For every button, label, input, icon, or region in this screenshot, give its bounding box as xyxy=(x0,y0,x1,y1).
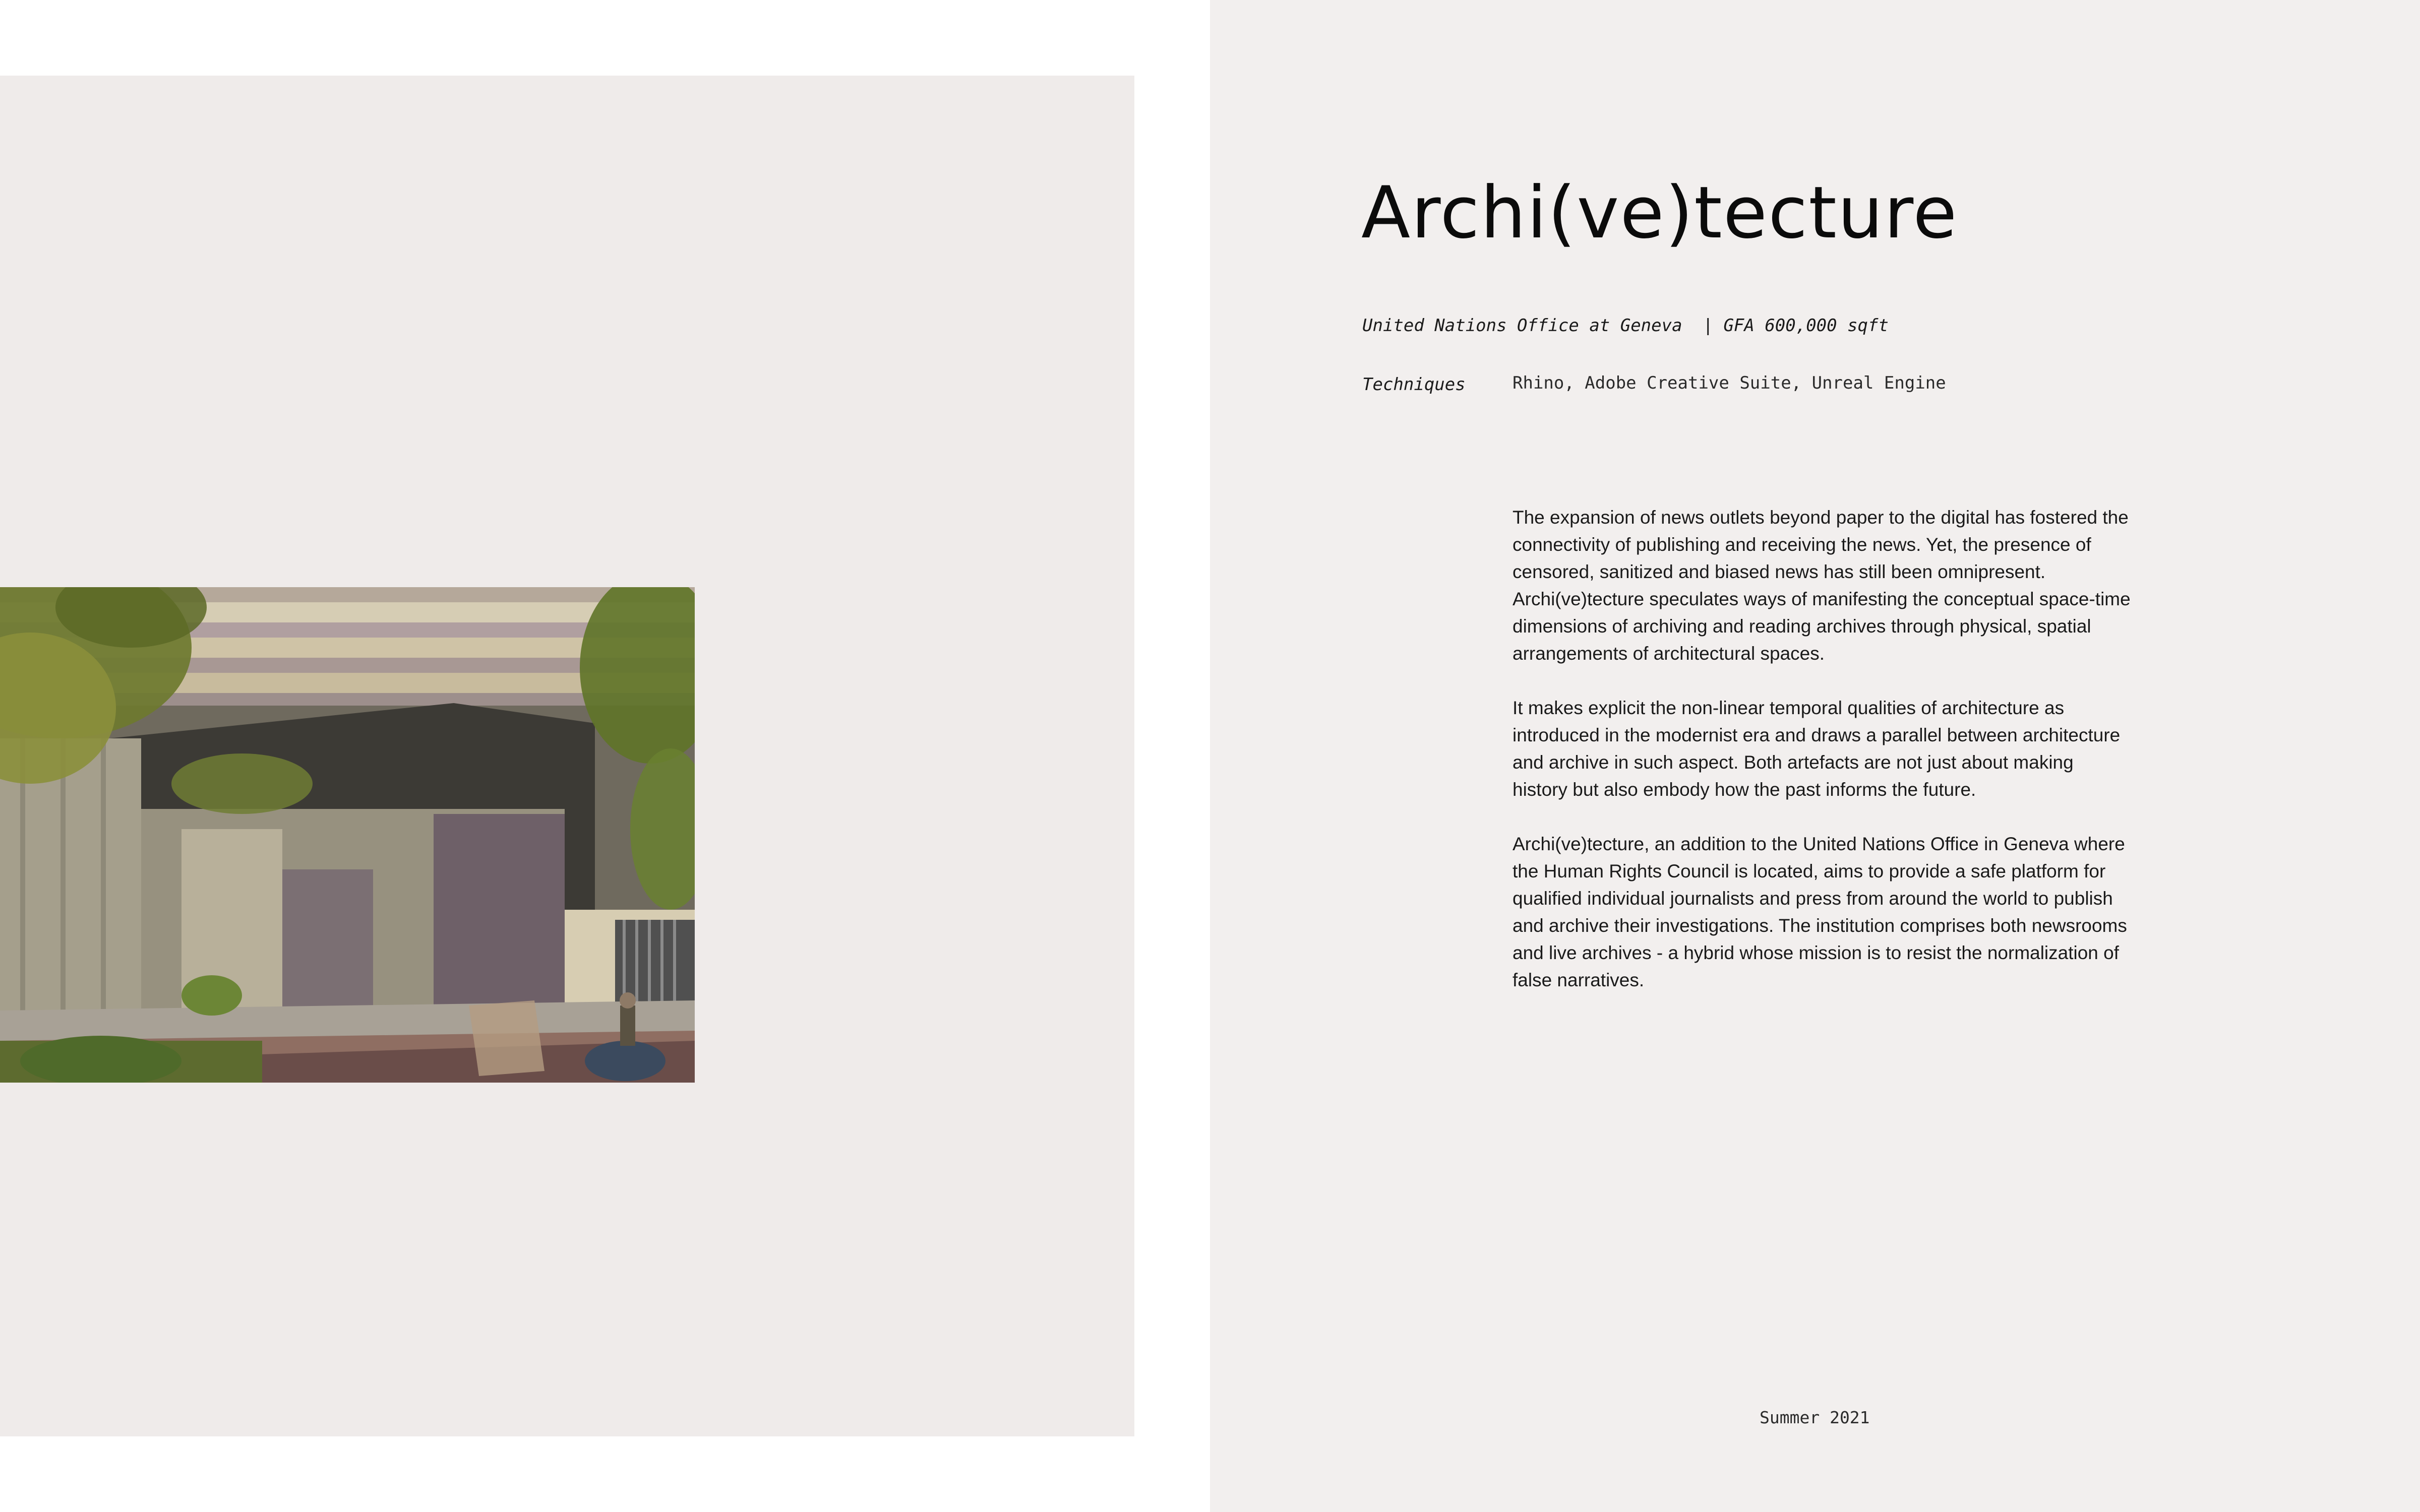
description-paragraph: Archi(ve)tecture, an addition to the United Nations Office in Geneva where the Human Rights Council is located, aims to provide a safe platform for qualified individual journalists and press from around the world to publish and archive their investigations. The institution comprises both newsrooms and live archives - a hybrid whose mission is to resist the normalization of false narratives. xyxy=(1512,834,2127,990)
project-location-area: United Nations Office at Geneva | GFA 600,000 sqft xyxy=(1362,316,1889,336)
project-title: Archi(ve)tecture xyxy=(1361,171,1958,255)
project-date: Summer 2021 xyxy=(1760,1408,1870,1427)
right-page xyxy=(1210,0,2420,1512)
left-image-panel xyxy=(0,76,1134,1436)
description-paragraph: The expansion of news outlets beyond paper to the digital has fostered the connectivity of publishing and receiving the news. Yet, the presence of censored, sanitized and biased news has still been omnipresent. Archi(ve)tecture speculates ways of manifesting the conceptual space-time dimensions of archiving and reading archives through physical, spatial arrangements of architectural spaces. xyxy=(1512,507,2131,664)
description-paragraph: It makes explicit the non-linear temporal qualities of architecture as introduced in the modernist era and draws a parallel between architecture and archive in such aspect. Both artefacts are not just about making history but also embody how the past informs the future. xyxy=(1512,698,2121,800)
techniques-label: Techniques xyxy=(1362,374,1466,395)
render-illustration xyxy=(0,587,695,1083)
architectural-render-image xyxy=(0,587,695,1083)
project-description xyxy=(1512,504,2133,1021)
techniques-value: Rhino, Adobe Creative Suite, Unreal Engine xyxy=(1512,373,1946,393)
